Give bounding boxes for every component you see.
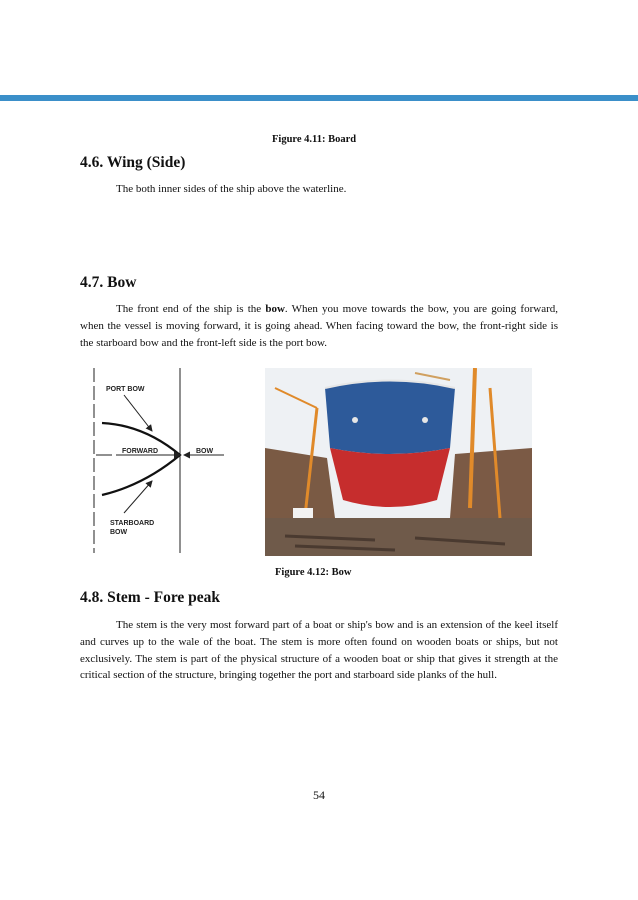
section-4-7-text [80, 301, 558, 351]
header-rule [0, 95, 638, 101]
hull-red [330, 448, 450, 507]
hull-blue [325, 381, 455, 455]
section-4-8-heading: 4.8. Stem - Fore peak [80, 589, 221, 606]
bow-diagram [84, 363, 240, 558]
section-4-6-text: The both inner sides of the ship above the waterline. [116, 183, 347, 195]
page-number: 54 [313, 788, 325, 802]
hull-marking-1 [352, 417, 358, 423]
bow-label: BOW [196, 448, 214, 455]
bow-term: bow [265, 303, 285, 315]
port-bow-arrow [124, 395, 152, 431]
ship-drydock-photo [265, 368, 532, 556]
section-4-7-heading: 4.7. Bow [80, 274, 137, 291]
forward-label: FORWARD [122, 448, 159, 455]
figure-4-12-caption: Figure 4.12: Bow [275, 567, 352, 578]
section-4-6-heading: 4.6. Wing (Side) [80, 154, 186, 171]
starboard-bow-label-1: STARBOARD [110, 520, 155, 527]
section-4-8-text: The stem is the very most forward part of a boat or ship's bow and is an extension of the keel itself and curves up to the wale of the boat. The stem is more often found on wooden boats or ships, but not exclusively. The stem is part of the physical structure of a wooden boat or ship that gives it strength at the critical section of the structure, bringing together the port and starboard side planks of the hull. [80, 619, 558, 682]
starboard-bow-label-2: BOW [110, 529, 128, 536]
hull-marking-2 [422, 417, 428, 423]
lift-vehicle [293, 508, 313, 518]
bow-hull-outline [102, 423, 180, 495]
section-4-7-text-before: The front end of the ship is the [116, 303, 266, 315]
section-4-7-text-after: . When you move towards the bow, you are going forward, when the vessel is moving forward, it is going ahead. When facing toward the bow, the front-right side is the starboard bow and the front-left side is the port bow. [80, 303, 558, 349]
port-bow-label: PORT BOW [106, 386, 145, 393]
figure-4-11-caption: Figure 4.11: Board [272, 134, 357, 145]
